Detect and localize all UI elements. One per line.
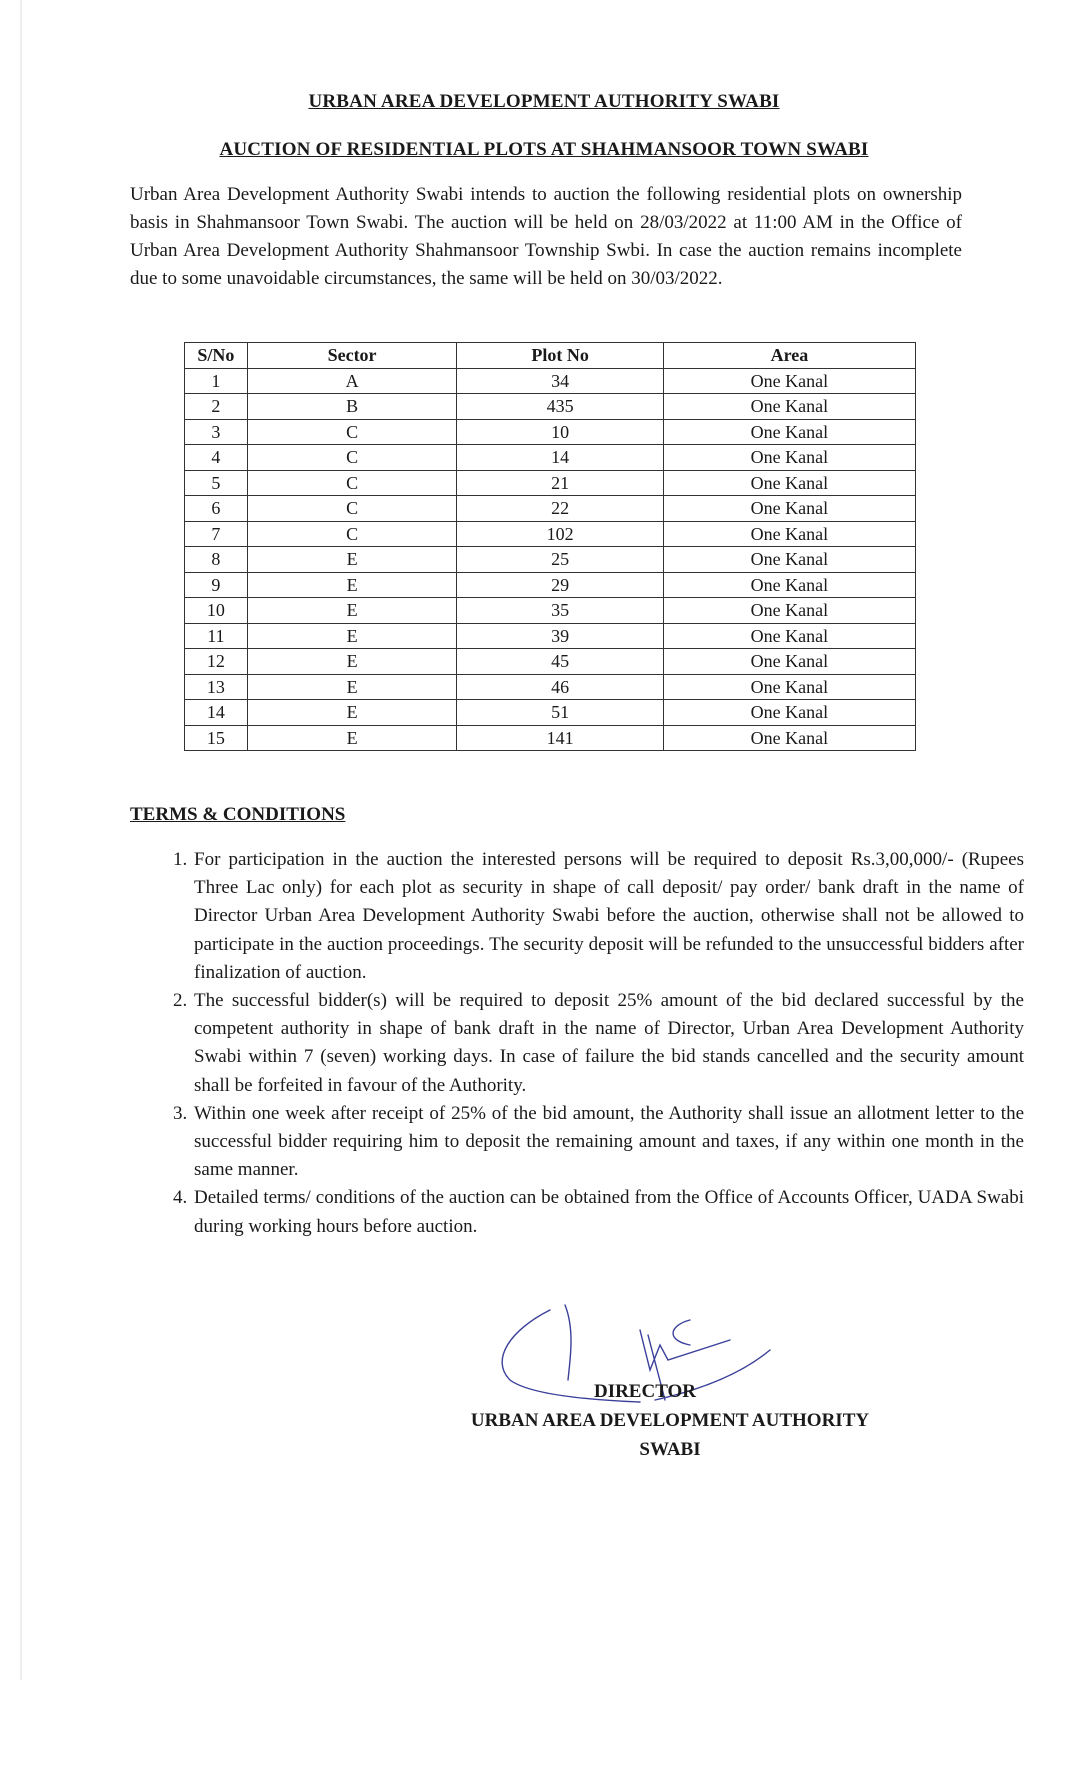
table-row <box>185 598 916 624</box>
cell-plot-no: 45 <box>457 649 663 675</box>
cell-sno: 13 <box>185 674 248 700</box>
terms-list <box>130 846 1024 1241</box>
header-sno: S/No <box>185 343 248 369</box>
cell-plot-no: 14 <box>457 445 663 471</box>
table-row <box>185 394 916 420</box>
cell-sector: E <box>247 649 457 675</box>
table-row <box>185 496 916 522</box>
cell-sector: E <box>247 674 457 700</box>
cell-area: One Kanal <box>663 700 915 726</box>
cell-sno: 1 <box>185 368 248 394</box>
cell-area: One Kanal <box>663 470 915 496</box>
table-row <box>185 649 916 675</box>
cell-sno: 6 <box>185 496 248 522</box>
cell-plot-no: 102 <box>457 521 663 547</box>
signature-stroke <box>673 1320 690 1345</box>
terms-title: TERMS & CONDITIONS <box>130 804 346 825</box>
cell-sector: C <box>247 445 457 471</box>
cell-sno: 7 <box>185 521 248 547</box>
cell-sector: E <box>247 598 457 624</box>
cell-plot-no: 29 <box>457 572 663 598</box>
intro-paragraph: Urban Area Development Authority Swabi intends to auction the following residential plots on ownership basis in Shahmansoor Town Swabi. The auction will be held on 28/03/2022 at 11:00 AM in the Office of Urban Area Development Authority Shahmansoor Township Swbi. In case the auction remains incomplete due to some unavoidable circumstances, the same will be held on 30/03/2022. <box>130 184 962 289</box>
cell-area: One Kanal <box>663 572 915 598</box>
signatory-location: SWABI <box>639 1439 701 1460</box>
cell-sector: A <box>247 368 457 394</box>
header-plot-no: Plot No <box>457 343 663 369</box>
header-area: Area <box>663 343 915 369</box>
cell-area: One Kanal <box>663 445 915 471</box>
table-row <box>185 572 916 598</box>
cell-sno: 9 <box>185 572 248 598</box>
cell-plot-no: 141 <box>457 725 663 751</box>
cell-sector: E <box>247 623 457 649</box>
table-row <box>185 368 916 394</box>
signatory-organization: URBAN AREA DEVELOPMENT AUTHORITY <box>470 1410 870 1431</box>
cell-plot-no: 25 <box>457 547 663 573</box>
cell-area: One Kanal <box>663 521 915 547</box>
table-header-row <box>185 343 916 369</box>
cell-area: One Kanal <box>663 623 915 649</box>
document-title: URBAN AREA DEVELOPMENT AUTHORITY SWABI <box>308 91 780 112</box>
cell-sector: E <box>247 572 457 598</box>
cell-plot-no: 435 <box>457 394 663 420</box>
table-row <box>185 700 916 726</box>
cell-plot-no: 21 <box>457 470 663 496</box>
cell-area: One Kanal <box>663 598 915 624</box>
cell-plot-no: 39 <box>457 623 663 649</box>
plots-table-body <box>185 368 916 751</box>
table-row <box>185 419 916 445</box>
cell-sno: 10 <box>185 598 248 624</box>
signatory-designation: DIRECTOR <box>593 1381 697 1402</box>
cell-area: One Kanal <box>663 394 915 420</box>
cell-sector: C <box>247 521 457 547</box>
table-row <box>185 445 916 471</box>
terms-item: 3. Within one week after receipt of 25% of the bid amount, the Authority shall issue an allotment letter to the successful bidder requiring him to deposit the remaining amount and taxes, if any within one month in the same manner. <box>192 1100 1024 1185</box>
document-subtitle: AUCTION OF RESIDENTIAL PLOTS AT SHAHMANSOOR TOWN SWABI <box>219 139 869 160</box>
table-row <box>185 521 916 547</box>
cell-sector: C <box>247 470 457 496</box>
cell-sector: E <box>247 547 457 573</box>
cell-sno: 2 <box>185 394 248 420</box>
cell-sector: E <box>247 700 457 726</box>
header-sector: Sector <box>247 343 457 369</box>
terms-item: 4. Detailed terms/ conditions of the auction can be obtained from the Office of Accounts Officer, UADA Swabi during working hours before auction. <box>192 1184 1024 1240</box>
terms-item: 2. The successful bidder(s) will be required to deposit 25% amount of the bid declared successful by the competent authority in shape of bank draft in the name of Director, Urban Area Development Authority Swabi within 7 (seven) working days. In case of failure the bid stands cancelled and the security amount shall be forfeited in favour of the Authority. <box>192 987 1024 1100</box>
terms-item: 1. For participation in the auction the interested persons will be required to deposit Rs.3,00,000/- (Rupees Three Lac only) for each plot as security in shape of call deposit/ pay order/ bank draft in the name of Director Urban Area Development Authority Swabi before the auction, otherwise shall not be allowed to participate in the auction proceedings. The security deposit will be refunded to the unsuccessful bidders after finalization of auction. <box>192 846 1024 987</box>
cell-sector: B <box>247 394 457 420</box>
table-row <box>185 725 916 751</box>
cell-area: One Kanal <box>663 674 915 700</box>
cell-sector: C <box>247 496 457 522</box>
cell-area: One Kanal <box>663 649 915 675</box>
cell-sno: 12 <box>185 649 248 675</box>
cell-plot-no: 51 <box>457 700 663 726</box>
cell-sno: 4 <box>185 445 248 471</box>
signature-stroke <box>640 1330 730 1370</box>
table-row <box>185 547 916 573</box>
table-row <box>185 470 916 496</box>
cell-area: One Kanal <box>663 496 915 522</box>
cell-plot-no: 10 <box>457 419 663 445</box>
table-row <box>185 623 916 649</box>
cell-area: One Kanal <box>663 547 915 573</box>
cell-sno: 3 <box>185 419 248 445</box>
plots-table <box>184 342 916 751</box>
cell-sno: 8 <box>185 547 248 573</box>
scan-edge <box>20 0 22 1680</box>
cell-area: One Kanal <box>663 368 915 394</box>
cell-sector: E <box>247 725 457 751</box>
cell-plot-no: 46 <box>457 674 663 700</box>
cell-sno: 15 <box>185 725 248 751</box>
cell-area: One Kanal <box>663 725 915 751</box>
cell-sno: 5 <box>185 470 248 496</box>
cell-plot-no: 22 <box>457 496 663 522</box>
signature-stroke <box>565 1305 571 1380</box>
table-row <box>185 674 916 700</box>
cell-plot-no: 34 <box>457 368 663 394</box>
cell-plot-no: 35 <box>457 598 663 624</box>
cell-sector: C <box>247 419 457 445</box>
cell-area: One Kanal <box>663 419 915 445</box>
cell-sno: 14 <box>185 700 248 726</box>
cell-sno: 11 <box>185 623 248 649</box>
